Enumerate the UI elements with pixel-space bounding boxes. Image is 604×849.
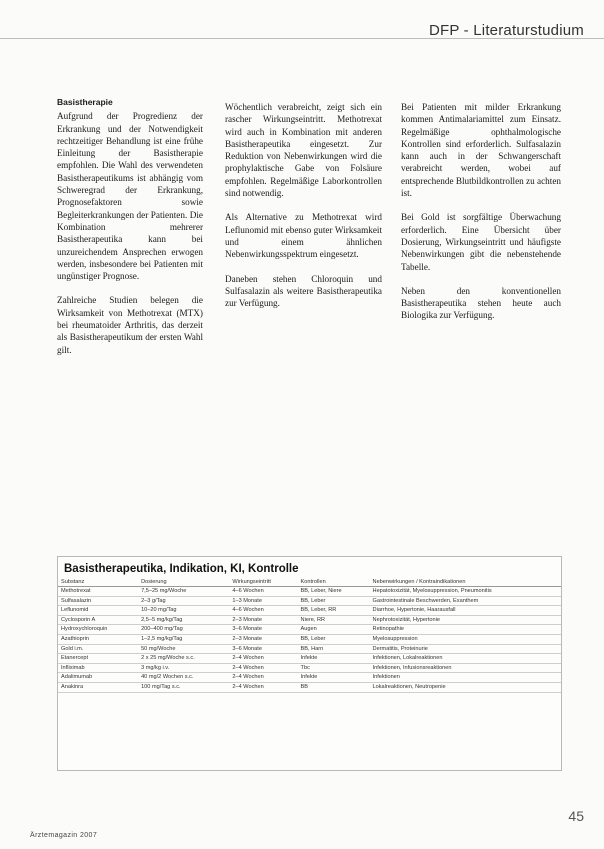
table-row: [58, 634, 561, 644]
table-row: [58, 615, 561, 625]
table-cell: 2 x 25 mg/Woche s.c.: [138, 654, 229, 664]
table-row: [58, 606, 561, 616]
table-row: [58, 673, 561, 683]
table-cell: Infliximab: [58, 663, 138, 673]
table-cell: Myelosuppression: [370, 634, 561, 644]
table-cell: BB: [298, 682, 370, 692]
table-cell: 2–4 Wochen: [229, 663, 297, 673]
table-row: [58, 644, 561, 654]
table-cell: 10–20 mg/Tag: [138, 606, 229, 616]
column-header: Dosierung: [138, 578, 229, 587]
table-cell: Niere, RR: [298, 615, 370, 625]
table-cell: 2–3 Monate: [229, 634, 297, 644]
table-cell: Cyclosporin A: [58, 615, 138, 625]
table-cell: Lokalreaktionen, Neutropenie: [370, 682, 561, 692]
table-cell: 2–4 Wochen: [229, 673, 297, 683]
table-row: [58, 654, 561, 664]
paragraph: Wöchentlich verabreicht, zeigt sich ein rascher Wirkungseintritt. Methotrexat wird auch in Kombination mit anderen Basistherapeutika eingesetzt. Zur Reduktion von Nebenwirkungen wird die prophylaktische Gabe von Folsäure empfohlen. Regelmäßige Laborkontrollen sind notwendig.: [225, 102, 382, 199]
table-cell: Sulfasalazin: [58, 596, 138, 606]
page-number: 45: [568, 808, 584, 824]
article-column-2: [225, 101, 382, 321]
table-row: [58, 663, 561, 673]
table-cell: BB, Leber: [298, 596, 370, 606]
table-cell: Hepatotoxizität, Myelosuppression, Pneumonitis: [370, 587, 561, 597]
column-header: Substanz: [58, 578, 138, 587]
footer-note: Ärztemagazin 2007: [30, 832, 98, 839]
table-cell: 1–2,5 mg/kg/Tag: [138, 634, 229, 644]
table-cell: Gold i.m.: [58, 644, 138, 654]
table-cell: 2–3 g/Tag: [138, 596, 229, 606]
table-cell: 100 mg/Tag s.c.: [138, 682, 229, 692]
table-cell: Dermatitis, Proteinurie: [370, 644, 561, 654]
table-cell: BB, Leber: [298, 634, 370, 644]
paragraph: Zahlreiche Studien belegen die Wirksamkeit von Methotrexat (MTX) bei rheumatoider Arthritis, das derzeit als Basistherapeutikum der ersten Wahl gilt.: [57, 295, 203, 355]
therapy-table-box: [57, 556, 562, 771]
table-cell: Diarrhoe, Hypertonie, Haarausfall: [370, 606, 561, 616]
article-column-1: [57, 96, 203, 368]
therapy-table: [58, 578, 561, 693]
paragraph: Neben den konventionellen Basistherapeutika stehen heute auch Biologika zur Verfügung.: [401, 285, 561, 321]
table-cell: Azathioprin: [58, 634, 138, 644]
table-cell: Retinopathie: [370, 625, 561, 635]
column-header: Wirkungseintritt: [229, 578, 297, 587]
table-cell: Nephrotoxizität, Hypertonie: [370, 615, 561, 625]
table-title: Basistherapeutika, Indikation, KI, Kontrolle: [64, 563, 299, 575]
table-cell: Augen: [298, 625, 370, 635]
table-cell: 40 mg/2 Wochen s.c.: [138, 673, 229, 683]
table-cell: Hydroxychloroquin: [58, 625, 138, 635]
table-cell: 7,5–25 mg/Woche: [138, 587, 229, 597]
table-cell: Gastrointestinale Beschwerden, Exanthem: [370, 596, 561, 606]
table-cell: 4–6 Wochen: [229, 606, 297, 616]
table-cell: 2,5–5 mg/kg/Tag: [138, 615, 229, 625]
section-heading: Basistherapie: [57, 97, 113, 107]
table-header-row: [58, 578, 561, 587]
column-header: Nebenwirkungen / Kontraindikationen: [370, 578, 561, 587]
section-title: DFP - Literaturstudium: [428, 22, 584, 39]
table-cell: Tbc: [298, 663, 370, 673]
table-cell: Leflunomid: [58, 606, 138, 616]
table-row: [58, 682, 561, 692]
paragraph: Bei Patienten mit milder Erkrankung kommen Antimalariamittel zum Einsatz. Regelmäßige ophthalmologische Kontrollen sind erforderlich. Sulfasalazin kann auch in der Schwangerschaft verabreicht werden, wobei auf entsprechende Blutbildkontrollen zu achten ist.: [401, 102, 561, 199]
table-cell: 3–6 Monate: [229, 625, 297, 635]
table-cell: Infekte: [298, 654, 370, 664]
table-cell: Adalimumab: [58, 673, 138, 683]
table-cell: 50 mg/Woche: [138, 644, 229, 654]
table-cell: Infektionen: [370, 673, 561, 683]
table-cell: BB, Leber, RR: [298, 606, 370, 616]
table-cell: Infektionen, Infusionsreaktionen: [370, 663, 561, 673]
table-row: [58, 587, 561, 597]
table-cell: Etanercept: [58, 654, 138, 664]
table-cell: Methotrexat: [58, 587, 138, 597]
paragraph: Als Alternative zu Methotrexat wird Leflunomid mit ebenso guter Wirksamkeit und einem ähnlichen Nebenwirkungsspektrum eingesetzt.: [225, 212, 382, 260]
table-cell: 1–3 Monate: [229, 596, 297, 606]
paragraph: Aufgrund der Progredienz der Erkrankung und der Notwendigkeit rechtzeitiger Behandlung ist eine frühe Einleitung der Basistherapie empfohlen. Die Wahl des verwendeten Basistherapeutikums ist abhängig vom Schweregrad der Erkrankung, Prognosefaktoren sowie Begleiterkrankungen der Patienten. Die Kombination mehrerer Basistherapeutika kann bei unzureichendem Ansprechen erwogen werden, insbesondere bei Patienten mit ungünstiger Prognose.: [57, 111, 203, 282]
table-cell: BB, Leber, Niere: [298, 587, 370, 597]
table-cell: 3 mg/kg i.v.: [138, 663, 229, 673]
table-cell: 3–6 Monate: [229, 644, 297, 654]
table-cell: Infektionen, Lokalreaktionen: [370, 654, 561, 664]
paragraph: Bei Gold ist sorgfältige Überwachung erforderlich. Eine Übersicht über Dosierung, Wirkungseintritt und häufigste Nebenwirkungen gibt die nebenstehende Tabelle.: [401, 212, 561, 272]
table-cell: Infekte: [298, 673, 370, 683]
column-header: Kontrollen: [298, 578, 370, 587]
table-cell: 2–4 Wochen: [229, 682, 297, 692]
article-column-3: [401, 101, 561, 334]
table-row: [58, 596, 561, 606]
table-cell: Anakinra: [58, 682, 138, 692]
table-cell: 2–3 Monate: [229, 615, 297, 625]
paragraph: Daneben stehen Chloroquin und Sulfasalazin als weitere Basistherapeutika zur Verfügung.: [225, 273, 382, 309]
table-body: [58, 587, 561, 693]
table-cell: 4–6 Wochen: [229, 587, 297, 597]
table-cell: BB, Harn: [298, 644, 370, 654]
table-cell: 200–400 mg/Tag: [138, 625, 229, 635]
table-cell: 2–4 Wochen: [229, 654, 297, 664]
table-row: [58, 625, 561, 635]
